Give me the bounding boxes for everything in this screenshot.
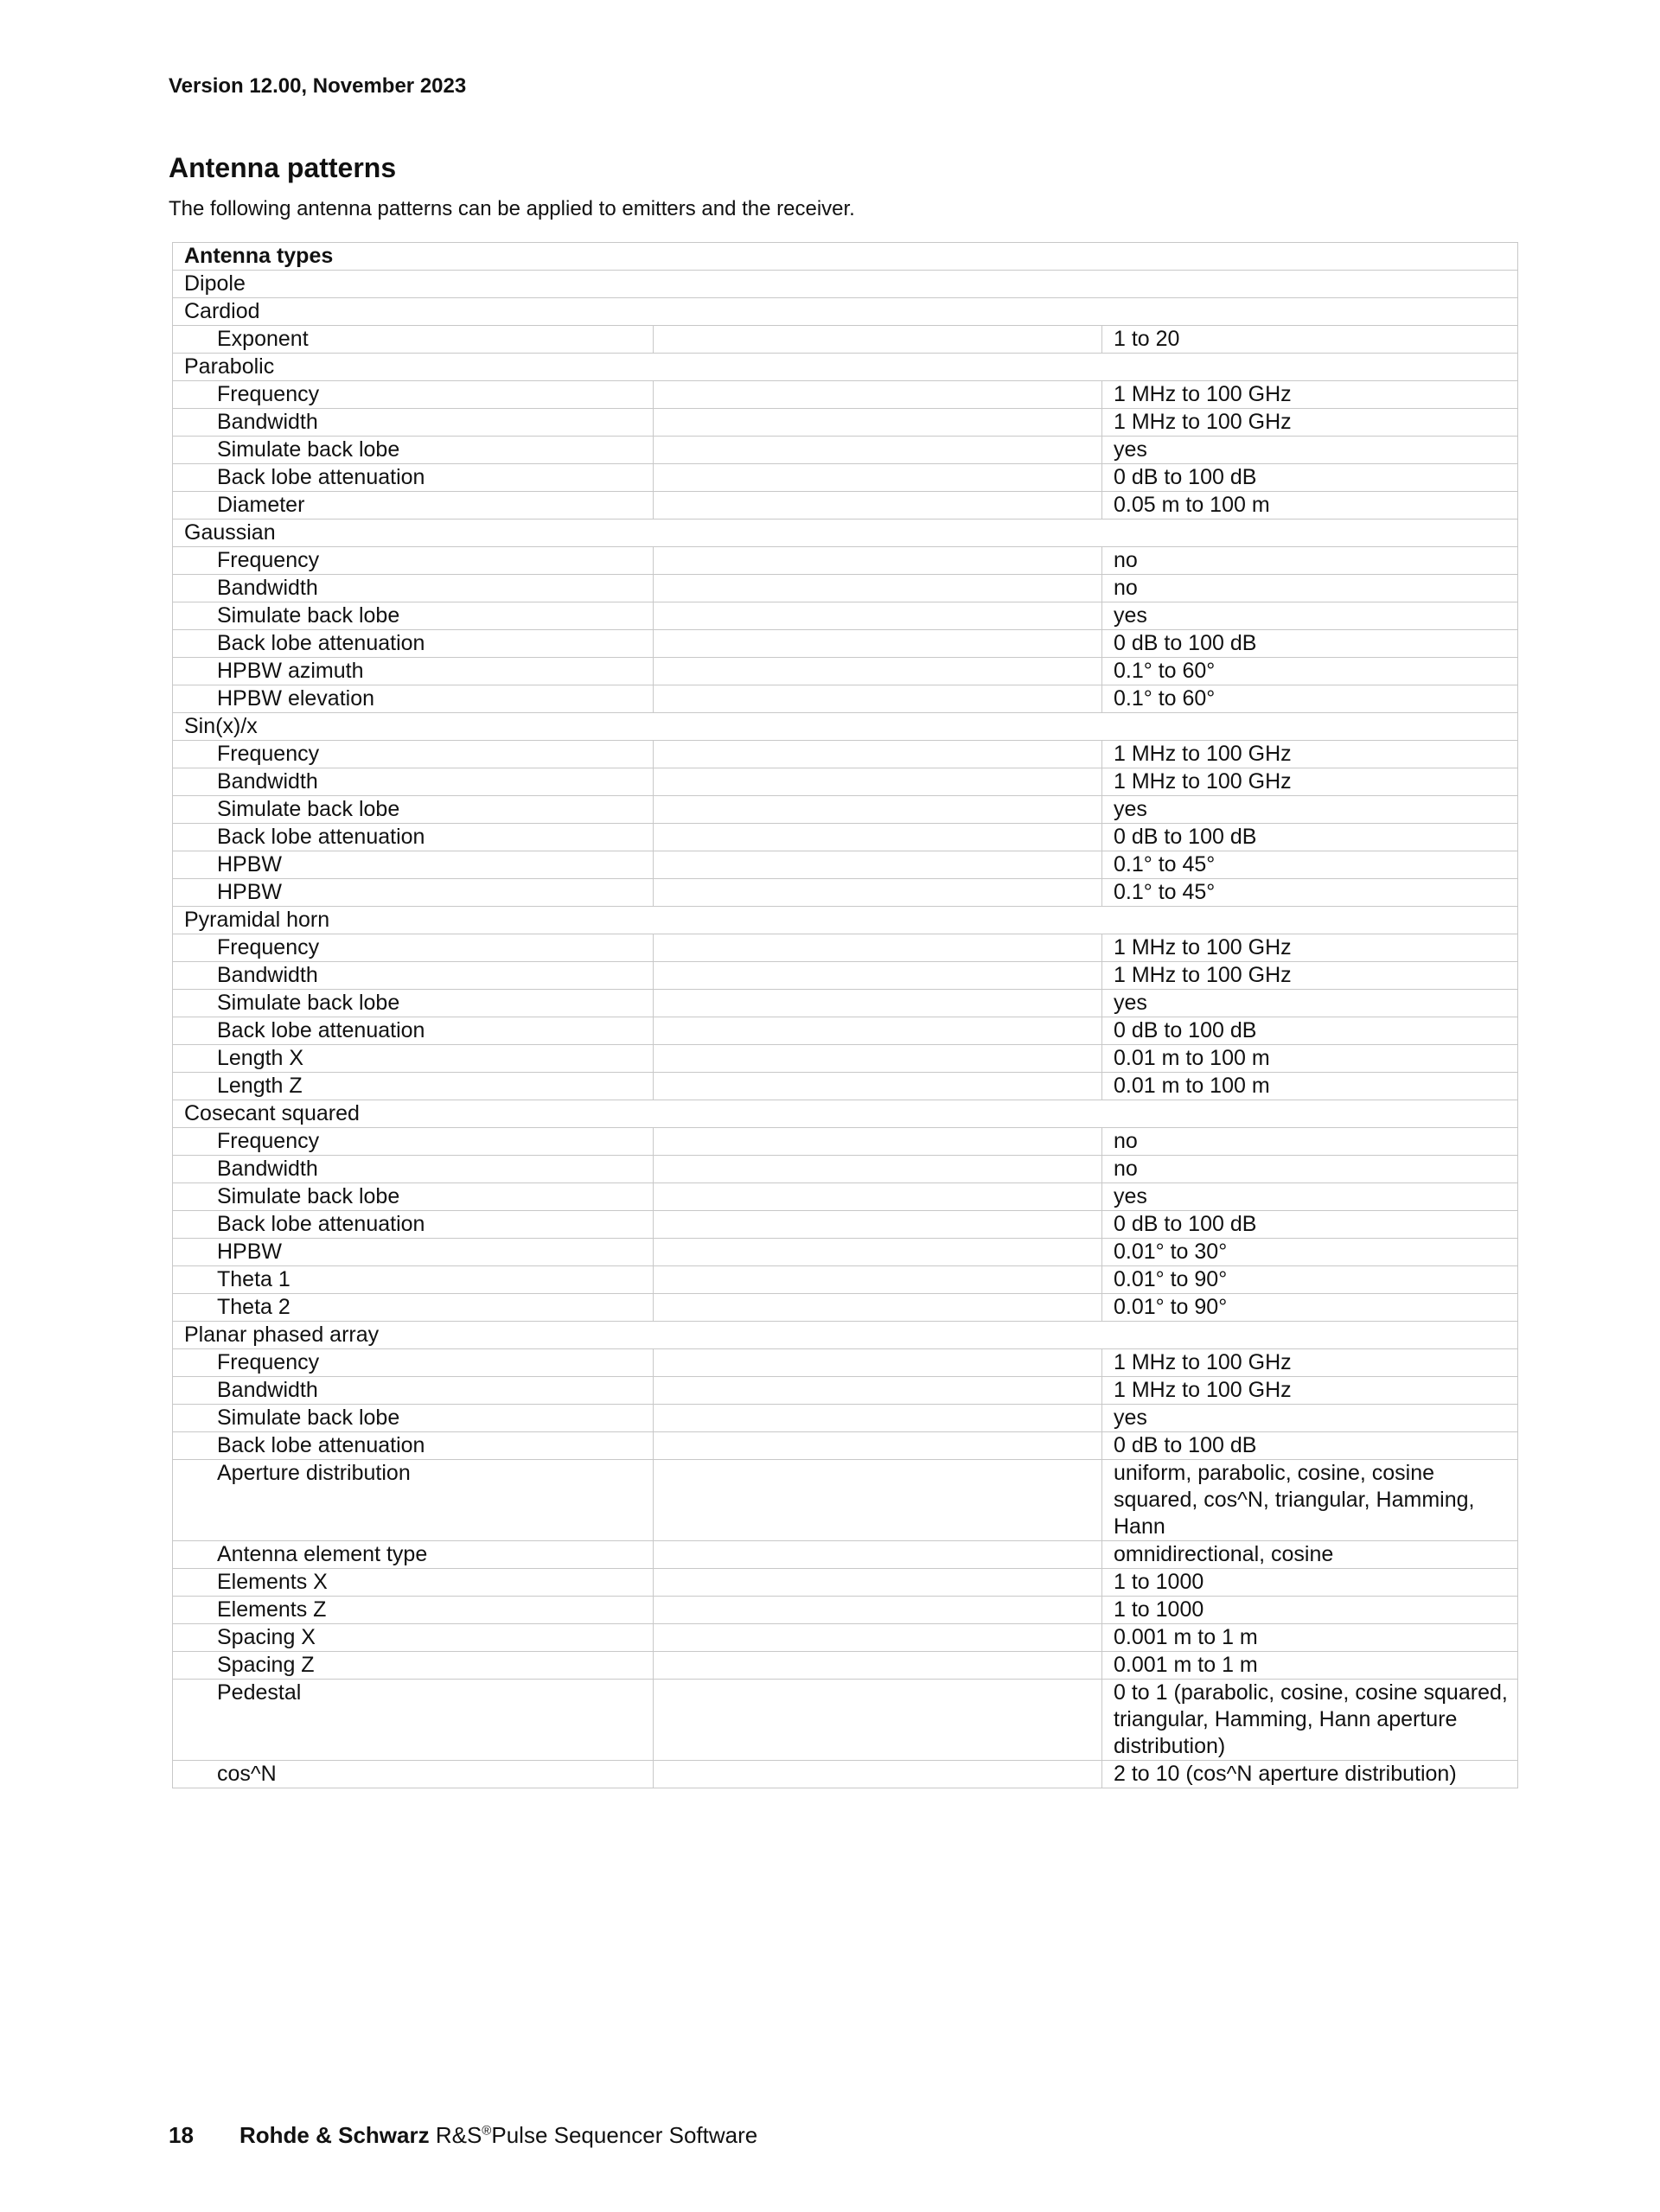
parameter-row [173, 1211, 1518, 1239]
parameter-label: Back lobe attenuation [173, 824, 654, 851]
parameter-label: Frequency [173, 547, 654, 575]
parameter-row [173, 1045, 1518, 1073]
parameter-row [173, 1541, 1518, 1569]
parameter-empty-cell [654, 464, 1102, 492]
parameter-label: Theta 2 [173, 1294, 654, 1322]
parameter-empty-cell [654, 1183, 1102, 1211]
parameter-row [173, 1377, 1518, 1405]
parameter-empty-cell [654, 1569, 1102, 1597]
parameter-value: 1 MHz to 100 GHz [1102, 768, 1518, 796]
parameter-label: Spacing Z [173, 1652, 654, 1680]
parameter-row [173, 768, 1518, 796]
parameter-empty-cell [654, 824, 1102, 851]
parameter-row [173, 934, 1518, 962]
parameter-label: Back lobe attenuation [173, 1432, 654, 1460]
parameter-label: Elements Z [173, 1597, 654, 1624]
parameter-row [173, 1017, 1518, 1045]
parameter-value: 0.1° to 60° [1102, 658, 1518, 685]
parameter-empty-cell [654, 1294, 1102, 1322]
parameter-empty-cell [654, 1541, 1102, 1569]
parameter-label: Exponent [173, 326, 654, 354]
parameter-value: 1 MHz to 100 GHz [1102, 741, 1518, 768]
parameter-row [173, 437, 1518, 464]
parameter-row [173, 409, 1518, 437]
parameter-row [173, 464, 1518, 492]
parameter-value: 1 MHz to 100 GHz [1102, 409, 1518, 437]
parameter-empty-cell [654, 1349, 1102, 1377]
parameter-value: 0.1° to 45° [1102, 879, 1518, 907]
parameter-row [173, 1460, 1518, 1541]
antenna-type-row [173, 907, 1518, 934]
parameter-empty-cell [654, 768, 1102, 796]
parameter-label: HPBW azimuth [173, 658, 654, 685]
parameter-label: Antenna element type [173, 1541, 654, 1569]
parameter-row [173, 741, 1518, 768]
parameter-value: yes [1102, 990, 1518, 1017]
section-intro: The following antenna patterns can be applied to emitters and the receiver. [169, 197, 855, 220]
parameter-empty-cell [654, 962, 1102, 990]
parameter-empty-cell [654, 1239, 1102, 1266]
parameter-value: 1 to 1000 [1102, 1597, 1518, 1624]
parameter-row [173, 492, 1518, 520]
parameter-row [173, 547, 1518, 575]
parameter-row [173, 1073, 1518, 1100]
parameter-empty-cell [654, 1597, 1102, 1624]
parameter-row [173, 1405, 1518, 1432]
parameter-empty-cell [654, 630, 1102, 658]
parameter-row [173, 1294, 1518, 1322]
parameter-empty-cell [654, 602, 1102, 630]
parameter-empty-cell [654, 575, 1102, 602]
parameter-label: Bandwidth [173, 768, 654, 796]
parameter-row [173, 630, 1518, 658]
parameter-row [173, 1680, 1518, 1761]
parameter-value: yes [1102, 437, 1518, 464]
parameter-value: 0 dB to 100 dB [1102, 630, 1518, 658]
parameter-empty-cell [654, 1211, 1102, 1239]
parameter-empty-cell [654, 492, 1102, 520]
parameter-empty-cell [654, 1432, 1102, 1460]
parameter-value: 1 to 20 [1102, 326, 1518, 354]
antenna-type-row [173, 298, 1518, 326]
parameter-empty-cell [654, 1045, 1102, 1073]
parameter-value: yes [1102, 602, 1518, 630]
parameter-empty-cell [654, 1156, 1102, 1183]
parameter-row [173, 851, 1518, 879]
antenna-types-table-body [173, 243, 1518, 1788]
table-header-row [173, 243, 1518, 271]
antenna-type-name: Cardiod [173, 298, 1518, 326]
parameter-value: no [1102, 547, 1518, 575]
parameter-row [173, 1652, 1518, 1680]
antenna-type-row [173, 713, 1518, 741]
parameter-empty-cell [654, 1073, 1102, 1100]
parameter-value: uniform, parabolic, cosine, cosine squared, cos^N, triangular, Hamming, Hann [1102, 1460, 1518, 1541]
parameter-value: 0 to 1 (parabolic, cosine, cosine squared, triangular, Hamming, Hann aperture distribution) [1102, 1680, 1518, 1761]
parameter-empty-cell [654, 879, 1102, 907]
antenna-type-row [173, 1322, 1518, 1349]
antenna-type-name: Planar phased array [173, 1322, 1518, 1349]
parameter-value: 0.01 m to 100 m [1102, 1073, 1518, 1100]
parameter-label: Bandwidth [173, 409, 654, 437]
parameter-row [173, 1239, 1518, 1266]
parameter-row [173, 796, 1518, 824]
parameter-empty-cell [654, 1017, 1102, 1045]
parameter-row [173, 1597, 1518, 1624]
company-name: Rohde & Schwarz [239, 2122, 430, 2148]
parameter-row [173, 1624, 1518, 1652]
parameter-value: no [1102, 575, 1518, 602]
parameter-value: yes [1102, 1183, 1518, 1211]
parameter-label: Aperture distribution [173, 1460, 654, 1541]
parameter-label: Back lobe attenuation [173, 1211, 654, 1239]
parameter-row [173, 879, 1518, 907]
parameter-label: Back lobe attenuation [173, 630, 654, 658]
parameter-row [173, 1349, 1518, 1377]
parameter-label: Bandwidth [173, 962, 654, 990]
parameter-value: 0.01° to 90° [1102, 1266, 1518, 1294]
parameter-row [173, 1156, 1518, 1183]
parameter-value: 1 MHz to 100 GHz [1102, 381, 1518, 409]
parameter-value: 0 dB to 100 dB [1102, 1211, 1518, 1239]
parameter-label: Simulate back lobe [173, 990, 654, 1017]
parameter-value: 0.01° to 30° [1102, 1239, 1518, 1266]
parameter-row [173, 1128, 1518, 1156]
parameter-row [173, 824, 1518, 851]
parameter-label: Diameter [173, 492, 654, 520]
parameter-empty-cell [654, 1624, 1102, 1652]
parameter-value: yes [1102, 796, 1518, 824]
parameter-value: 0.1° to 60° [1102, 685, 1518, 713]
parameter-empty-cell [654, 851, 1102, 879]
parameter-label: Bandwidth [173, 1156, 654, 1183]
parameter-empty-cell [654, 1377, 1102, 1405]
parameter-row [173, 575, 1518, 602]
parameter-empty-cell [654, 1680, 1102, 1761]
parameter-value: 1 MHz to 100 GHz [1102, 934, 1518, 962]
antenna-type-name: Parabolic [173, 354, 1518, 381]
parameter-label: Bandwidth [173, 1377, 654, 1405]
parameter-row [173, 658, 1518, 685]
parameter-label: Frequency [173, 741, 654, 768]
parameter-label: Simulate back lobe [173, 1405, 654, 1432]
parameter-label: Spacing X [173, 1624, 654, 1652]
parameter-label: Simulate back lobe [173, 437, 654, 464]
antenna-type-row [173, 271, 1518, 298]
parameter-empty-cell [654, 1266, 1102, 1294]
parameter-row [173, 1569, 1518, 1597]
parameter-label: Back lobe attenuation [173, 464, 654, 492]
parameter-value: 0.01° to 90° [1102, 1294, 1518, 1322]
parameter-value: 0.1° to 45° [1102, 851, 1518, 879]
antenna-type-row [173, 354, 1518, 381]
parameter-row [173, 1432, 1518, 1460]
parameter-empty-cell [654, 796, 1102, 824]
parameter-value: no [1102, 1128, 1518, 1156]
parameter-value: 0.001 m to 1 m [1102, 1624, 1518, 1652]
parameter-value: 1 to 1000 [1102, 1569, 1518, 1597]
parameter-empty-cell [654, 326, 1102, 354]
parameter-row [173, 685, 1518, 713]
parameter-label: Simulate back lobe [173, 796, 654, 824]
parameter-label: HPBW [173, 879, 654, 907]
page-number: 18 [169, 2122, 194, 2148]
parameter-empty-cell [654, 437, 1102, 464]
parameter-label: HPBW [173, 851, 654, 879]
parameter-empty-cell [654, 934, 1102, 962]
antenna-type-row [173, 520, 1518, 547]
antenna-type-name: Gaussian [173, 520, 1518, 547]
parameter-empty-cell [654, 1652, 1102, 1680]
parameter-value: 0 dB to 100 dB [1102, 1017, 1518, 1045]
parameter-value: 0 dB to 100 dB [1102, 824, 1518, 851]
parameter-row [173, 602, 1518, 630]
parameter-label: Length X [173, 1045, 654, 1073]
parameter-empty-cell [654, 381, 1102, 409]
parameter-value: 0 dB to 100 dB [1102, 464, 1518, 492]
parameter-empty-cell [654, 547, 1102, 575]
parameter-row [173, 962, 1518, 990]
parameter-value: 1 MHz to 100 GHz [1102, 1377, 1518, 1405]
antenna-type-name: Dipole [173, 271, 1518, 298]
parameter-value: 2 to 10 (cos^N aperture distribution) [1102, 1761, 1518, 1788]
parameter-row [173, 1266, 1518, 1294]
parameter-label: HPBW elevation [173, 685, 654, 713]
antenna-types-table [172, 242, 1518, 1788]
parameter-value: omnidirectional, cosine [1102, 1541, 1518, 1569]
product-name: Pulse Sequencer Software [491, 2122, 758, 2148]
section-title: Antenna patterns [169, 152, 397, 183]
parameter-label: HPBW [173, 1239, 654, 1266]
parameter-empty-cell [654, 409, 1102, 437]
parameter-empty-cell [654, 1761, 1102, 1788]
document-version: Version 12.00, November 2023 [169, 74, 467, 98]
table-heading: Antenna types [173, 243, 1518, 271]
parameter-empty-cell [654, 990, 1102, 1017]
parameter-empty-cell [654, 685, 1102, 713]
parameter-label: Frequency [173, 934, 654, 962]
parameter-value: 0 dB to 100 dB [1102, 1432, 1518, 1460]
parameter-empty-cell [654, 1128, 1102, 1156]
parameter-value: no [1102, 1156, 1518, 1183]
page-footer [169, 2122, 757, 2149]
parameter-label: Frequency [173, 1128, 654, 1156]
parameter-value: 1 MHz to 100 GHz [1102, 962, 1518, 990]
parameter-label: Frequency [173, 1349, 654, 1377]
parameter-label: Pedestal [173, 1680, 654, 1761]
product-prefix: R&S [435, 2122, 482, 2148]
parameter-value: 1 MHz to 100 GHz [1102, 1349, 1518, 1377]
parameter-row [173, 990, 1518, 1017]
parameter-empty-cell [654, 658, 1102, 685]
parameter-value: 0.001 m to 1 m [1102, 1652, 1518, 1680]
registered-mark: ® [482, 2123, 492, 2139]
parameter-label: Theta 1 [173, 1266, 654, 1294]
parameter-row [173, 1183, 1518, 1211]
parameter-label: Simulate back lobe [173, 602, 654, 630]
parameter-empty-cell [654, 1405, 1102, 1432]
parameter-label: Elements X [173, 1569, 654, 1597]
parameter-label: Simulate back lobe [173, 1183, 654, 1211]
parameter-value: 0.05 m to 100 m [1102, 492, 1518, 520]
antenna-type-name: Pyramidal horn [173, 907, 1518, 934]
parameter-empty-cell [654, 1460, 1102, 1541]
parameter-label: cos^N [173, 1761, 654, 1788]
parameter-empty-cell [654, 741, 1102, 768]
parameter-value: yes [1102, 1405, 1518, 1432]
parameter-label: Bandwidth [173, 575, 654, 602]
parameter-row [173, 326, 1518, 354]
parameter-label: Frequency [173, 381, 654, 409]
antenna-type-name: Sin(x)/x [173, 713, 1518, 741]
antenna-type-name: Cosecant squared [173, 1100, 1518, 1128]
parameter-label: Length Z [173, 1073, 654, 1100]
parameter-row [173, 1761, 1518, 1788]
antenna-type-row [173, 1100, 1518, 1128]
parameter-row [173, 381, 1518, 409]
parameter-value: 0.01 m to 100 m [1102, 1045, 1518, 1073]
parameter-label: Back lobe attenuation [173, 1017, 654, 1045]
